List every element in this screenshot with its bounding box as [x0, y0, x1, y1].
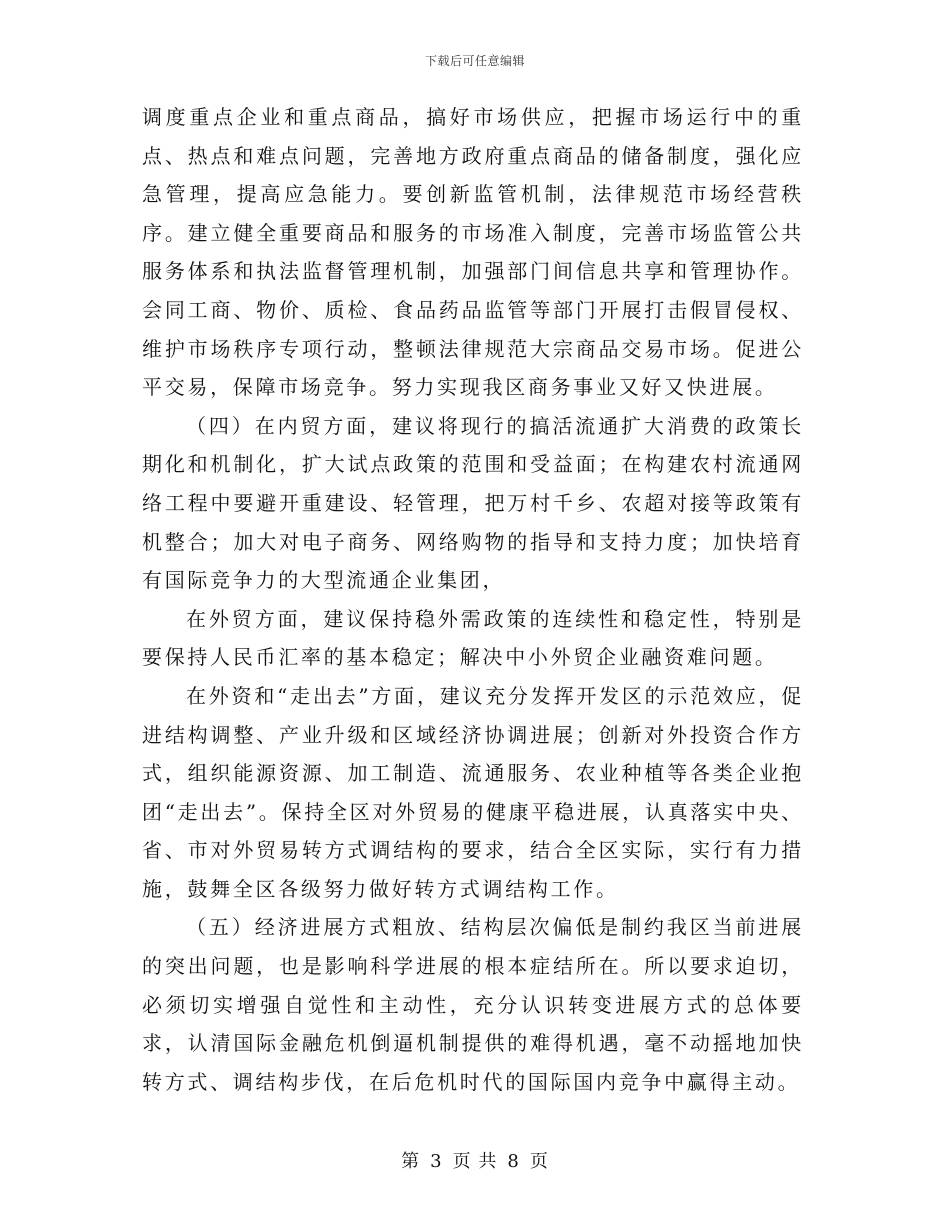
current-page-number: 3	[430, 1151, 443, 1172]
footer-middle: 页 共	[452, 1151, 498, 1172]
footer-suffix: 页	[529, 1151, 549, 1172]
page-header: 下载后可任意编辑	[424, 54, 525, 68]
footer-prefix: 第	[401, 1151, 421, 1172]
page-footer	[0, 1147, 950, 1173]
paragraph-4: 在外资和“走出去”方面，建议充分发挥开发区的示范效应，促进结构调整、产业升级和区域经济协调进展；创新对外投资合作方式，组织能源资源、加工制造、流通服务、农业种植等各类企业抱团“走出去”。保持全区对外贸易的健康平稳进展，认真落实中央、省、市对外贸易转方式调结构的要求，结合全区实际，实行有力措施，鼓舞全区各级努力做好转方式调结构工作。	[142, 683, 804, 901]
paragraph-2: （四）在内贸方面，建议将现行的搞活流通扩大消费的政策长期化和机制化，扩大试点政策的范围和受益面；在构建农村流通网络工程中要避开重建设、轻管理，把万村千乡、农超对接等政策有机整合；加大对电子商务、网络购物的指导和支持力度；加快培育有国际竞争力的大型流通企业集团，	[142, 413, 804, 593]
paragraph-3: 在外贸方面，建议保持稳外需政策的连续性和稳定性，特别是要保持人民币汇率的基本稳定；解决中小外贸企业融资难问题。	[142, 606, 804, 670]
paragraph-1: 调度重点企业和重点商品，搞好市场供应，把握市场运行中的重点、热点和难点问题，完善地方政府重点商品的储备制度，强化应急管理，提高应急能力。要创新监管机制，法律规范市场经营秩序。建立健全重要商品和服务的市场准入制度，完善市场监管公共服务体系和执法监督管理机制，加强部门间信息共享和管理协作。会同工商、物价、质检、食品药品监管等部门开展打击假冒侵权、维护市场秩序专项行动，整顿法律规范大宗商品交易市场。促进公平交易，保障市场竞争。努力实现我区商务事业又好又快进展。	[142, 105, 804, 400]
paragraph-5: （五）经济进展方式粗放、结构层次偏低是制约我区当前进展的突出问题，也是影响科学进展的根本症结所在。所以要求迫切，必须切实增强自觉性和主动性，充分认识转变进展方式的总体要求，认清国际金融危机倒逼机制提供的难得机遇，毫不动摇地加快转方式、调结构步伐，在后危机时代的国际国内竞争中赢得主动。	[142, 915, 804, 1094]
document-body	[142, 98, 804, 1101]
total-page-number: 8	[507, 1151, 520, 1172]
